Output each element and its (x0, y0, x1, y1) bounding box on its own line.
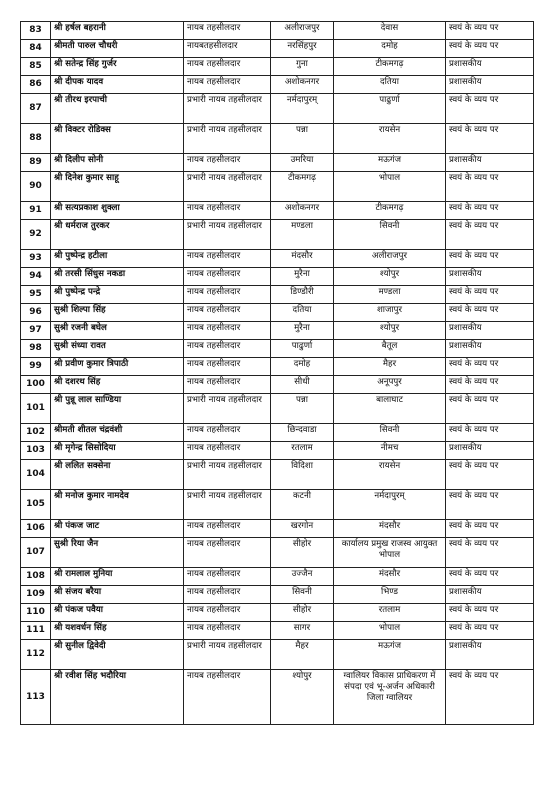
serial-number-cell: 86 (21, 76, 51, 94)
remark-cell: स्वयं के व्यय पर (446, 568, 534, 586)
current-posting-cell: श्योपुर (271, 670, 334, 725)
officer-name-cell: श्री संजय बरैया (51, 586, 184, 604)
designation-cell: नायब तहसीलदार (184, 304, 271, 322)
designation-cell: नायब तहसीलदार (184, 76, 271, 94)
officer-name-cell: श्री दिलीप सोनी (51, 154, 184, 172)
serial-number-cell: 99 (21, 358, 51, 376)
remark-cell: प्रशासकीय (446, 154, 534, 172)
designation-cell: नायब तहसीलदार (184, 340, 271, 358)
table-row (21, 304, 534, 322)
serial-number-cell: 83 (21, 22, 51, 40)
current-posting-cell: मंदसौर (271, 250, 334, 268)
remark-cell: स्वयं के व्यय पर (446, 520, 534, 538)
remark-cell: स्वयं के व्यय पर (446, 424, 534, 442)
new-posting-cell: रतलाम (334, 604, 446, 622)
current-posting-cell: छिन्दवाडा (271, 424, 334, 442)
table-row (21, 124, 534, 154)
serial-number-cell: 84 (21, 40, 51, 58)
table-row (21, 172, 534, 202)
designation-cell: नायब तहसीलदार (184, 670, 271, 725)
remark-cell: स्वयं के व्यय पर (446, 490, 534, 520)
officer-name-cell: श्री दिनेश कुमार साहू (51, 172, 184, 202)
remark-cell: स्वयं के व्यय पर (446, 172, 534, 202)
designation-cell: नायब तहसीलदार (184, 154, 271, 172)
new-posting-cell: टीकमगढ़ (334, 202, 446, 220)
current-posting-cell: नर्मदापुरम् (271, 94, 334, 124)
designation-cell: प्रभारी नायब तहसीलदार (184, 172, 271, 202)
table-row (21, 604, 534, 622)
new-posting-cell: कार्यालय प्रमुख राजस्व आयुक्त भोपाल (334, 538, 446, 568)
table-row (21, 490, 534, 520)
table-row (21, 58, 534, 76)
remark-cell: स्वयं के व्यय पर (446, 538, 534, 568)
officer-name-cell: श्री हर्षल बहरानी (51, 22, 184, 40)
designation-cell: नायबतहसीलदार (184, 40, 271, 58)
designation-cell: प्रभारी नायब तहसीलदार (184, 394, 271, 424)
designation-cell: नायब तहसीलदार (184, 58, 271, 76)
officer-name-cell: श्री दीपक यादव (51, 76, 184, 94)
table-body (21, 22, 534, 725)
serial-number-cell: 98 (21, 340, 51, 358)
new-posting-cell: ग्वालियर विकास प्राधिकरण में संपदा एवं भू-अर्जन अधिकारी जिला ग्वालियर (334, 670, 446, 725)
remark-cell: स्वयं के व्यय पर (446, 220, 534, 250)
serial-number-cell: 108 (21, 568, 51, 586)
remark-cell: प्रशासकीय (446, 76, 534, 94)
current-posting-cell: उज्जैन (271, 568, 334, 586)
table-row (21, 76, 534, 94)
new-posting-cell: मंदसौर (334, 520, 446, 538)
remark-cell: प्रशासकीय (446, 58, 534, 76)
remark-cell: स्वयं के व्यय पर (446, 304, 534, 322)
current-posting-cell: अशोकनगर (271, 202, 334, 220)
officer-name-cell: श्री मनोज कुमार नामदेव (51, 490, 184, 520)
remark-cell: प्रशासकीय (446, 322, 534, 340)
table-row (21, 394, 534, 424)
current-posting-cell: मैहर (271, 640, 334, 670)
designation-cell: नायब तहसीलदार (184, 568, 271, 586)
current-posting-cell: विदिशा (271, 460, 334, 490)
current-posting-cell: सागर (271, 622, 334, 640)
officer-name-cell: श्री पंकज पवैया (51, 604, 184, 622)
designation-cell: नायब तहसीलदार (184, 538, 271, 568)
designation-cell: नायब तहसीलदार (184, 250, 271, 268)
new-posting-cell: श्योपुर (334, 268, 446, 286)
current-posting-cell: सिवनी (271, 586, 334, 604)
new-posting-cell: भोपाल (334, 622, 446, 640)
table-row (21, 424, 534, 442)
remark-cell: स्वयं के व्यय पर (446, 604, 534, 622)
new-posting-cell: रायसेन (334, 124, 446, 154)
officer-name-cell: सुश्री शिल्पा सिंह (51, 304, 184, 322)
designation-cell: नायब तहसीलदार (184, 376, 271, 394)
current-posting-cell: अलीराजपुर (271, 22, 334, 40)
officer-name-cell: श्री प्रवीण कुमार त्रिपाठी (51, 358, 184, 376)
transfer-order-table (20, 21, 534, 725)
current-posting-cell: मण्डला (271, 220, 334, 250)
table-row (21, 94, 534, 124)
table-row (21, 568, 534, 586)
serial-number-cell: 97 (21, 322, 51, 340)
current-posting-cell: नरसिंहपुर (271, 40, 334, 58)
new-posting-cell: श्योपुर (334, 322, 446, 340)
serial-number-cell: 94 (21, 268, 51, 286)
officer-name-cell: श्री पुष्पेन्द्र हटीला (51, 250, 184, 268)
new-posting-cell: दमोह (334, 40, 446, 58)
table-row (21, 586, 534, 604)
current-posting-cell: सीधी (271, 376, 334, 394)
serial-number-cell: 90 (21, 172, 51, 202)
serial-number-cell: 92 (21, 220, 51, 250)
table-row (21, 250, 534, 268)
serial-number-cell: 110 (21, 604, 51, 622)
new-posting-cell: नर्मदापुरम् (334, 490, 446, 520)
designation-cell: नायब तहसीलदार (184, 358, 271, 376)
table-row (21, 358, 534, 376)
designation-cell: नायब तहसीलदार (184, 424, 271, 442)
remark-cell: स्वयं के व्यय पर (446, 394, 534, 424)
serial-number-cell: 103 (21, 442, 51, 460)
serial-number-cell: 85 (21, 58, 51, 76)
serial-number-cell: 87 (21, 94, 51, 124)
officer-name-cell: श्री मृगेन्द्र सिसोदिया (51, 442, 184, 460)
table-row (21, 268, 534, 286)
current-posting-cell: डिण्डौरी (271, 286, 334, 304)
new-posting-cell: मैहर (334, 358, 446, 376)
officer-name-cell: श्री सत्यप्रकाश शुक्ला (51, 202, 184, 220)
table-row (21, 154, 534, 172)
officer-name-cell: श्री दशरथ सिंह (51, 376, 184, 394)
officer-name-cell: श्री पुन्नू लाल साण्डिया (51, 394, 184, 424)
current-posting-cell: रतलाम (271, 442, 334, 460)
serial-number-cell: 95 (21, 286, 51, 304)
table-row (21, 220, 534, 250)
designation-cell: प्रभारी नायब तहसीलदार (184, 460, 271, 490)
current-posting-cell: पन्ना (271, 394, 334, 424)
officer-name-cell: सुश्री रजनी बघेल (51, 322, 184, 340)
officer-name-cell: श्री पंकज जाट (51, 520, 184, 538)
current-posting-cell: दतिया (271, 304, 334, 322)
remark-cell: प्रशासकीय (446, 442, 534, 460)
designation-cell: प्रभारी नायब तहसीलदार (184, 220, 271, 250)
officer-name-cell: श्री सुनील द्विवेदी (51, 640, 184, 670)
remark-cell: स्वयं के व्यय पर (446, 460, 534, 490)
table-row (21, 460, 534, 490)
table-row (21, 376, 534, 394)
remark-cell: स्वयं के व्यय पर (446, 622, 534, 640)
serial-number-cell: 88 (21, 124, 51, 154)
remark-cell: स्वयं के व्यय पर (446, 94, 534, 124)
current-posting-cell: मुरैना (271, 322, 334, 340)
new-posting-cell: मऊगंज (334, 154, 446, 172)
serial-number-cell: 107 (21, 538, 51, 568)
current-posting-cell: गुना (271, 58, 334, 76)
remark-cell: स्वयं के व्यय पर (446, 250, 534, 268)
remark-cell: स्वयं के व्यय पर (446, 202, 534, 220)
officer-name-cell: श्री रवीश सिंह भदौरिया (51, 670, 184, 725)
table-row (21, 640, 534, 670)
table-row (21, 286, 534, 304)
serial-number-cell: 104 (21, 460, 51, 490)
new-posting-cell: मंदसौर (334, 568, 446, 586)
current-posting-cell: पन्ना (271, 124, 334, 154)
current-posting-cell: कटनी (271, 490, 334, 520)
designation-cell: नायब तहसीलदार (184, 322, 271, 340)
table-row (21, 622, 534, 640)
new-posting-cell: मण्डला (334, 286, 446, 304)
table-row (21, 322, 534, 340)
serial-number-cell: 93 (21, 250, 51, 268)
remark-cell: स्वयं के व्यय पर (446, 124, 534, 154)
officer-name-cell: श्री तीरथ इरपाची (51, 94, 184, 124)
current-posting-cell: पाढुर्णा (271, 340, 334, 358)
designation-cell: नायब तहसीलदार (184, 202, 271, 220)
current-posting-cell: अशोकनगर (271, 76, 334, 94)
table-row (21, 520, 534, 538)
serial-number-cell: 100 (21, 376, 51, 394)
officer-name-cell: श्रीमती पारुल चौधरी (51, 40, 184, 58)
table-row (21, 670, 534, 725)
remark-cell: स्वयं के व्यय पर (446, 670, 534, 725)
designation-cell: नायब तहसीलदार (184, 22, 271, 40)
current-posting-cell: दमोह (271, 358, 334, 376)
serial-number-cell: 102 (21, 424, 51, 442)
table-row (21, 22, 534, 40)
designation-cell: प्रभारी नायब तहसीलदार (184, 124, 271, 154)
officer-name-cell: श्री यशवर्धन सिंह (51, 622, 184, 640)
officer-name-cell: श्री विक्टर रोडिक्स (51, 124, 184, 154)
new-posting-cell: अनूपपुर (334, 376, 446, 394)
new-posting-cell: देवास (334, 22, 446, 40)
remark-cell: प्रशासकीय (446, 640, 534, 670)
officer-name-cell: श्रीमती शीतल चंद्रवंशी (51, 424, 184, 442)
table-row (21, 40, 534, 58)
designation-cell: नायब तहसीलदार (184, 586, 271, 604)
new-posting-cell: बालाघाट (334, 394, 446, 424)
designation-cell: नायब तहसीलदार (184, 520, 271, 538)
officer-name-cell: श्री ललित सक्सेना (51, 460, 184, 490)
officer-name-cell: श्री धर्मराज तुरकर (51, 220, 184, 250)
designation-cell: प्रभारी नायब तहसीलदार (184, 94, 271, 124)
remark-cell: स्वयं के व्यय पर (446, 376, 534, 394)
designation-cell: नायब तहसीलदार (184, 604, 271, 622)
officer-name-cell: सुश्री रिया जैन (51, 538, 184, 568)
new-posting-cell: रायसेन (334, 460, 446, 490)
designation-cell: प्रभारी नायब तहसीलदार (184, 640, 271, 670)
remark-cell: प्रशासकीय (446, 586, 534, 604)
new-posting-cell: सिवनी (334, 220, 446, 250)
new-posting-cell: पाढुर्णा (334, 94, 446, 124)
new-posting-cell: शाजापुर (334, 304, 446, 322)
current-posting-cell: टीकमगढ़ (271, 172, 334, 202)
serial-number-cell: 109 (21, 586, 51, 604)
designation-cell: नायब तहसीलदार (184, 268, 271, 286)
remark-cell: स्वयं के व्यय पर (446, 358, 534, 376)
serial-number-cell: 89 (21, 154, 51, 172)
current-posting-cell: खरगोन (271, 520, 334, 538)
officer-name-cell: श्री पुष्पेन्द्र पन्द्रे (51, 286, 184, 304)
current-posting-cell: उमरिया (271, 154, 334, 172)
officer-name-cell: श्री सतेन्द्र सिंह गुर्जर (51, 58, 184, 76)
serial-number-cell: 101 (21, 394, 51, 424)
officer-name-cell: श्री रामलाल मुनिया (51, 568, 184, 586)
serial-number-cell: 91 (21, 202, 51, 220)
remark-cell: स्वयं के व्यय पर (446, 22, 534, 40)
serial-number-cell: 111 (21, 622, 51, 640)
designation-cell: प्रभारी नायब तहसीलदार (184, 490, 271, 520)
new-posting-cell: अलीराजपुर (334, 250, 446, 268)
serial-number-cell: 113 (21, 670, 51, 725)
officer-name-cell: श्री तरसी सिंधुस नकडा (51, 268, 184, 286)
serial-number-cell: 112 (21, 640, 51, 670)
designation-cell: नायब तहसीलदार (184, 622, 271, 640)
new-posting-cell: दतिया (334, 76, 446, 94)
table-row (21, 340, 534, 358)
current-posting-cell: सीहोर (271, 538, 334, 568)
serial-number-cell: 105 (21, 490, 51, 520)
serial-number-cell: 106 (21, 520, 51, 538)
new-posting-cell: नीमच (334, 442, 446, 460)
current-posting-cell: मुरैना (271, 268, 334, 286)
designation-cell: नायब तहसीलदार (184, 442, 271, 460)
officer-name-cell: सुश्री संध्या रावत (51, 340, 184, 358)
new-posting-cell: टीकमगढ़ (334, 58, 446, 76)
table-row (21, 202, 534, 220)
new-posting-cell: भोपाल (334, 172, 446, 202)
remark-cell: प्रशासकीय (446, 268, 534, 286)
serial-number-cell: 96 (21, 304, 51, 322)
new-posting-cell: मऊगंज (334, 640, 446, 670)
remark-cell: प्रशासकीय (446, 340, 534, 358)
table-row (21, 538, 534, 568)
new-posting-cell: बैतूल (334, 340, 446, 358)
new-posting-cell: भिण्ड (334, 586, 446, 604)
remark-cell: स्वयं के व्यय पर (446, 286, 534, 304)
current-posting-cell: सीहोर (271, 604, 334, 622)
new-posting-cell: सिवनी (334, 424, 446, 442)
table-row (21, 442, 534, 460)
designation-cell: नायब तहसीलदार (184, 286, 271, 304)
remark-cell: स्वयं के व्यय पर (446, 40, 534, 58)
